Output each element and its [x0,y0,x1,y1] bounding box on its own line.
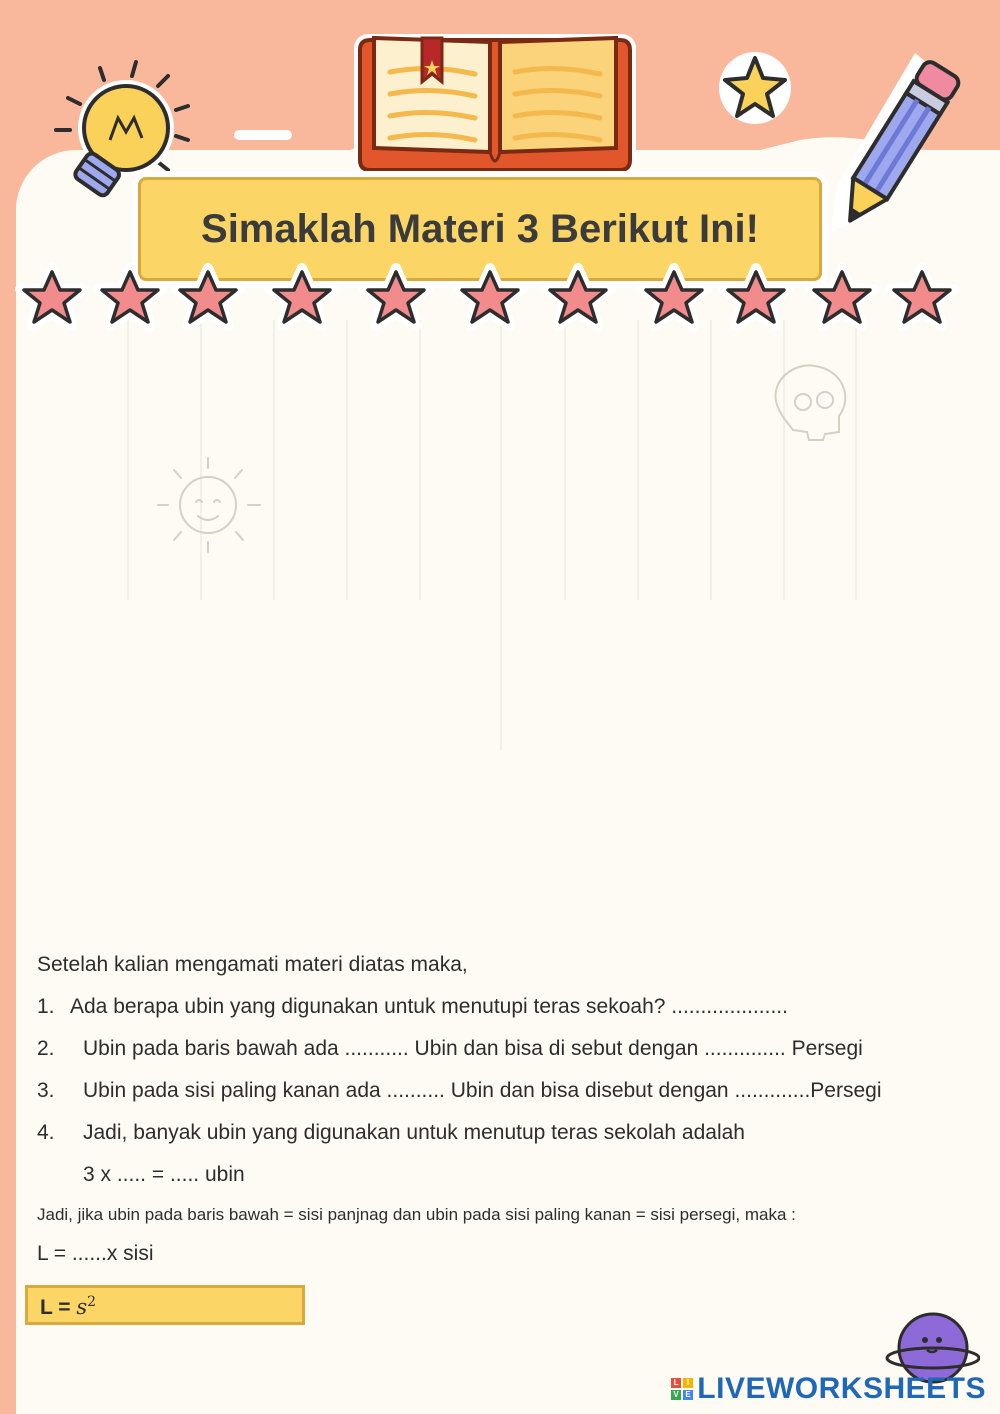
star-icon [364,268,428,326]
star-icon [176,268,240,326]
star-icon [724,268,788,326]
question-number: 2. [37,1037,55,1060]
star-icon [458,268,522,326]
skull-icon [765,360,855,445]
brand-logo-icon: L I V E [671,1378,693,1400]
star-icon [270,268,334,326]
star-icon [98,268,162,326]
question-text: Ubin pada baris bawah ada ........... Ubin dan bisa di sebut dengan .............. Persegi [83,1037,863,1060]
star-icon [810,268,874,326]
formula-box [25,1285,305,1325]
liveworksheets-logo[interactable] [671,1372,986,1406]
question-number: 4. [37,1121,55,1144]
formula-variable: s [76,1295,88,1319]
question-4 [37,1121,745,1145]
star-icon [20,268,84,326]
star-icon [715,50,795,125]
question-text: Jadi, banyak ubin yang digunakan untuk menutup teras sekolah adalah [83,1121,745,1144]
star-icon [546,268,610,326]
dash-decoration [232,125,294,145]
stars-row [0,260,1000,340]
question-number: 3. [37,1079,55,1102]
question-1 [37,995,788,1019]
formula-exponent: 2 [87,1294,97,1310]
intro-text: Setelah kalian mengamati materi diatas maka, [37,953,468,976]
question-3 [37,1079,882,1103]
formula-prefix: L = [40,1296,77,1319]
conclusion-text: Jadi, jika ubin pada baris bawah = sisi panjnag dan ubin pada sisi paling kanan = sisi persegi, maka : [37,1205,796,1224]
sun-icon [150,450,270,560]
star-icon [890,268,954,326]
brand-name: LIVEWORKSHEETS [697,1372,986,1405]
pencil-icon [815,45,965,240]
page-title: Simaklah Materi 3 Berikut Ini! [201,206,759,251]
question-2 [37,1037,863,1061]
equation-line: 3 x ..... = ..... ubin [83,1163,245,1186]
star-icon [642,268,706,326]
book-icon [350,20,640,180]
question-text: Ada berapa ubin yang digunakan untuk menutupi teras sekoah? .................... [70,995,788,1018]
question-number: 1. [37,995,55,1018]
area-line: L = ......x sisi [37,1242,154,1265]
question-text: Ubin pada sisi paling kanan ada .......... Ubin dan bisa disebut dengan .............Persegi [83,1079,882,1102]
